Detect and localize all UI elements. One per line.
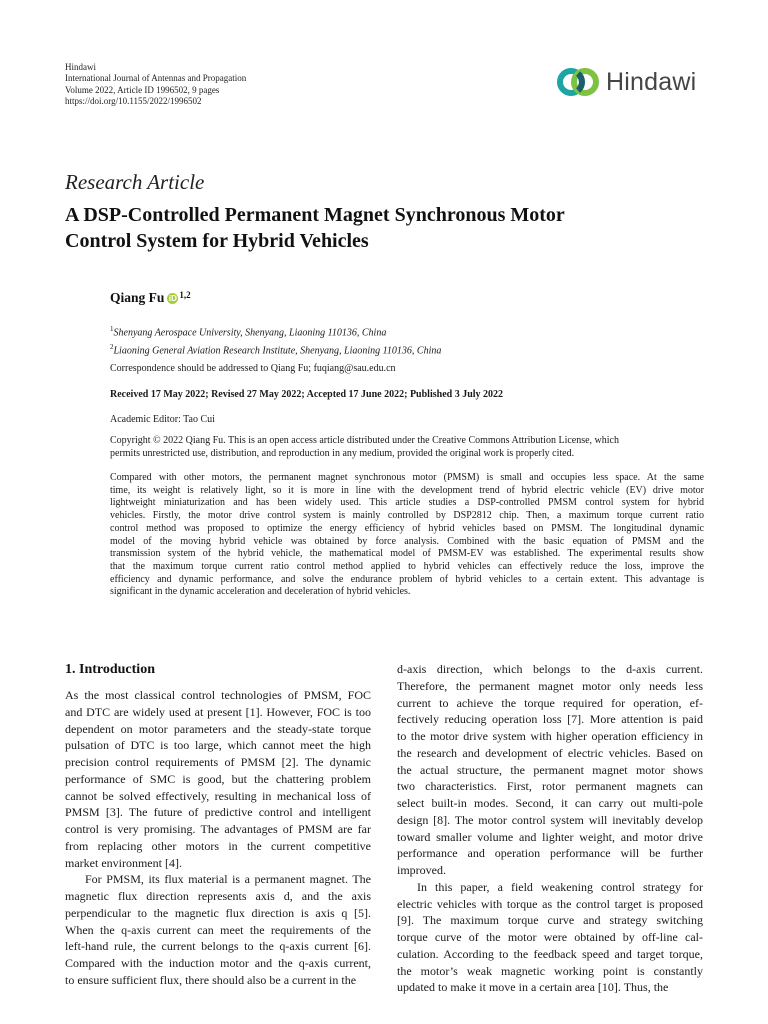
text-line: and DTC are widely used at present [1]. However, FOC is too [65,704,371,719]
text-line: Compared with other motors, the permanent magnet synchronous motor (PMSM) is small and occupies less space. At the same [110,472,704,483]
text-line: d-axis direction, which belongs to the d-axis current. [397,662,703,676]
journal-metadata [65,62,246,107]
doi-link[interactable]: https://doi.org/10.1155/2022/1996502 [65,95,202,106]
text-line: market environment [4]. [65,855,182,870]
academic-editor: Academic Editor: Tao Cui [110,414,215,425]
text-line: model of the moving hybrid vehicle was obtained by force analysis. Combined with the basic equation of PMSM and the [110,535,704,547]
title-line: Control System for Hybrid Vehicles [65,230,369,252]
text-line: magnetic flux direction represents axis d, and the axis [65,889,371,903]
text-line: performance of SMC is good, but the chattering problem [65,771,371,786]
paper-title [65,202,685,254]
text-line: to the motor drive system with higher operation efficiency in [397,729,703,743]
text-line: electric vehicles with torque as the control target is proposed [397,896,703,911]
text-line: left-hand rule, the current belongs to the q-axis current [6]. [65,939,371,954]
text-line: control method was proposed to optimize the energy efficiency of hybrid vehicles based on PMSM. The longitudinal dynamic [110,522,704,534]
text-line: culation. According to the feedback speed and target torque, [397,946,703,961]
affiliation-1: $^1$Shenyang Aerospace University, Shenyang, Liaoning 110136, China [110,325,387,339]
title-line: A DSP-Controlled Permanent Magnet Synchronous Motor [65,204,565,226]
correspondence: Correspondence should be addressed to Qiang Fu; fuqiang@sau.edu.cn [110,363,396,374]
text-line: cannot be solved effectively, resulting in mechanical loss of [65,788,371,803]
copyright-line: Copyright © 2022 Qiang Fu. This is an open access article distributed under the Creative Commons Attribution License, which [110,435,619,446]
left-column [65,687,371,989]
text-line: the motor’s weak magnetic working point is constantly [397,963,703,978]
text-line: the actual structure, the permanent magnet motor shows [397,762,703,777]
text-line: toward smaller volume and lighter weight, and motor drive [397,829,703,844]
right-column [397,661,703,996]
text-line: PMSM [3]. The future of predictive control and intelligent [65,805,371,820]
publisher-line: Hindawi [65,62,96,72]
text-line: For PMSM, its flux material is a permanent magnet. The [85,872,371,887]
text-line: fectively reducing operation loss [7]. More attention is paid [397,712,703,727]
text-line: significant in the dynamic acceleration and deceleration of hybrid vehicles. [110,586,411,598]
affiliation-2: $^2$Liaoning General Aviation Research Institute, Shenyang, Liaoning 110136, China [110,343,442,357]
text-line: [9]. The maximum torque curve and strategy switching [397,913,703,928]
author-line [110,290,191,306]
text-line: select built-in modes. Second, it can carry out multi-pole [397,796,703,810]
text-line: vehicles. Firstly, the motor drive control system is mainly controlled by DSP2812 chip. Then, a maximum torque current ratio [110,510,704,522]
text-line: Therefore, the permanent magnet motor only needs less [397,678,703,693]
text-line: When the q-axis current can meet the requirements of the [65,922,371,937]
section-heading: 1. Introduction [65,662,155,677]
text-line: time, its weight is relatively light, so it is more in line with the development trend of hybrid electric vehicle (EV) drive motor [110,484,704,496]
text-line: to ensure sufficient flux, there should also be a current in the [65,972,357,987]
copyright-line: permits unrestricted use, distribution, and reproduction in any medium, provided the original work is properly cited. [110,448,575,459]
text-line: performance and operation performance will be further [397,846,703,861]
text-line: lightweight miniaturization and has been widely used. This article studies a DSP-controlled PMSM control system for hybrid [110,497,704,509]
text-line: In this paper, a field weakening control strategy for [417,879,703,894]
text-line: pulsation of DTC is too large, which cannot meet the high [65,738,371,753]
text-line: design [8]. The motor control system will inevitably develop [397,812,703,827]
text-line: precision control requirements of PMSM [2]. The dynamic [65,755,371,769]
text-line: two characteristics. First, rotor permanent magnets can [397,779,703,794]
text-line: perpendicular to the magnetic flux direction is axis q [5]. [65,905,371,920]
text-line: efficiency and dynamic performance, and solve the endurance problem of hybrid vehicles to a certain extent. This advantage is [110,573,704,585]
text-line: improved. [397,863,446,877]
hindawi-logo [556,62,716,102]
journal-name: International Journal of Antennas and Propagation [65,73,247,84]
abstract [110,472,704,599]
author-name[interactable]: Qiang Fu [110,290,165,305]
hindawi-logo-text: Hindawi [606,67,697,96]
text-line: dependent on motor parameters and the steady-state torque [65,721,371,736]
affiliations [110,322,441,359]
copyright-notice [110,434,704,460]
publication-dates: Received 17 May 2022; Revised 27 May 2022; Accepted 17 June 2022; Published 3 July 2022 [110,389,504,400]
author-affiliation-sup: 1,2 [179,290,191,300]
text-line: torque curve of the motor were obtained by off-line cal- [397,930,703,944]
text-line: from replacing other motors in the current competitive [65,838,371,853]
text-line: the research and development of electric vehicles. Based on [397,745,703,760]
article-type: Research Article [65,170,205,194]
text-line: that the maximum torque current ratio control method applied to hybrid vehicles can effectively reduce the loss, improve the [110,560,704,572]
text-line: As the most classical control technologies of PMSM, FOC [65,688,371,702]
volume-line: Volume 2022, Article ID 1996502, 9 pages [65,84,220,95]
orcid-icon[interactable]: iD [168,293,177,303]
text-line: control is very promising. The advantages of PMSM are far [65,822,371,836]
text-line: Compared with the induction motor and the q-axis current, [65,956,371,970]
text-line: transmission system of the hybrid vehicle, the mathematical model of PMSM-EV was established. The experimental results show [110,548,704,560]
text-line: current to achieve the torque required for operation, ef- [397,695,703,710]
hindawi-logo-icon [556,64,600,100]
text-line: updated to make it move in a certain area [10]. Thus, the [397,980,669,995]
